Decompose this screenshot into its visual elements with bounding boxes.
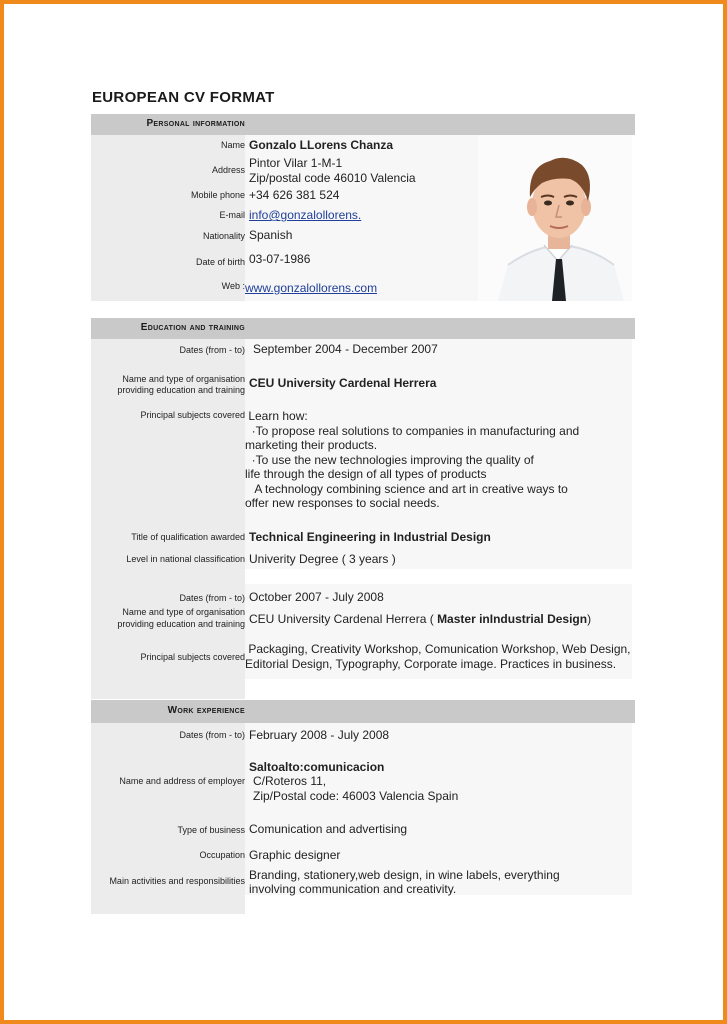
nationality-label: Nationality xyxy=(202,231,245,241)
work-occupation-label: Occupation xyxy=(199,850,245,860)
edu1-qualification-label: Title of qualification awarded xyxy=(131,532,245,542)
work-activities-line-1: Branding, stationery,web design, in wine labels, everything xyxy=(249,868,560,882)
edu1-subjects-line-1: Learn how: xyxy=(245,409,308,423)
edu1-level-value: Univerity Degree ( 3 years ) xyxy=(249,552,396,566)
edu1-subjects-label: Principal subjects covered xyxy=(140,410,245,420)
section-title-work: Work experience xyxy=(167,705,245,716)
edu1-org-label-2: providing education and training xyxy=(117,385,245,395)
section-bar-education xyxy=(91,318,635,339)
mobile-label: Mobile phone xyxy=(190,190,245,200)
edu2-dates-label: Dates (from - to) xyxy=(179,593,245,603)
edu1-subjects-line-7: offer new responses to social needs. xyxy=(245,496,440,510)
edu1-org-value: CEU University Cardenal Herrera xyxy=(249,376,437,390)
edu2-org-suffix: ) xyxy=(587,612,592,626)
address-label: Address xyxy=(211,165,245,175)
profile-photo xyxy=(478,135,632,301)
edu1-subjects-line-5: life through the design of all types of products xyxy=(245,467,487,481)
edu2-org-value xyxy=(249,612,591,626)
edu2-org-degree: Master inIndustrial Design xyxy=(437,612,588,626)
document-title: EUROPEAN CV FORMAT xyxy=(92,89,275,106)
email-link[interactable]: info@gonzalollorens. xyxy=(249,208,362,222)
dob-label: Date of birth xyxy=(195,257,245,267)
edu2-subjects-line-2: Editorial Design, Typography, Corporate image. Practices in business. xyxy=(245,657,617,671)
section-title-personal: Personal information xyxy=(146,118,245,129)
edu1-subjects-line-2: ·To propose real solutions to companies in manufacturing and xyxy=(245,424,580,438)
dob-value: 03-07-1986 xyxy=(249,252,311,266)
work-employer-name: Saltoalto:comunicacion xyxy=(249,760,385,774)
work-activities-label: Main activities and responsibilities xyxy=(109,876,245,886)
work-dates-value: February 2008 - July 2008 xyxy=(249,728,390,742)
edu2-org-label-1: Name and type of organisation xyxy=(122,607,245,617)
edu2-org-prefix: CEU University Cardenal Herrera ( xyxy=(249,612,438,626)
section-title-education: Education and training xyxy=(140,322,245,333)
address-line-2: Zip/postal code 46010 Valencia xyxy=(249,171,416,185)
work-occupation-value: Graphic designer xyxy=(249,848,341,862)
edu1-org-label-1: Name and type of organisation xyxy=(122,374,245,384)
edu2-org-label-2: providing education and training xyxy=(117,619,245,629)
work-employer-address-1: C/Roteros 11, xyxy=(253,774,327,788)
edu1-qualification-value: Technical Engineering in Industrial Design xyxy=(249,530,491,544)
edu1-dates-label: Dates (from - to) xyxy=(179,345,245,355)
nationality-value: Spanish xyxy=(249,228,293,242)
address-line-1: Pintor Vilar 1-M-1 xyxy=(249,156,343,170)
email-label: E-mail xyxy=(219,210,245,220)
work-employer-address-2: Zip/Postal code: 46003 Valencia Spain xyxy=(253,789,459,803)
edu1-subjects-line-4: ·To use the new technologies improving the quality of xyxy=(245,453,534,467)
edu2-subjects-line-1: Packaging, Creativity Workshop, Comunication Workshop, Web Design, xyxy=(245,642,631,656)
section-bar-work xyxy=(91,700,635,723)
section-bar-personal xyxy=(91,114,635,135)
name-value: Gonzalo LLorens Chanza xyxy=(249,138,394,152)
web-label: Web : xyxy=(221,281,245,291)
web-link[interactable]: www.gonzalollorens.com xyxy=(245,281,378,295)
mobile-value: +34 626 381 524 xyxy=(249,188,340,202)
edu1-level-label: Level in national classification xyxy=(126,554,245,564)
work-employer-label: Name and address of employer xyxy=(119,776,245,786)
work-business-label: Type of business xyxy=(177,825,245,835)
person-portrait-icon xyxy=(478,135,632,301)
edu1-dates-value: September 2004 - December 2007 xyxy=(253,342,438,356)
work-activities-line-2: involving communication and creativity. xyxy=(249,882,457,896)
edu2-dates-value: October 2007 - July 2008 xyxy=(249,590,384,604)
work-dates-label: Dates (from - to) xyxy=(179,730,245,740)
name-label: Name xyxy=(220,140,245,150)
work-business-value: Comunication and advertising xyxy=(249,822,408,836)
edu1-subjects-line-6: A technology combining science and art in creative ways to xyxy=(245,482,568,496)
edu1-subjects-line-3: marketing their products. xyxy=(245,438,378,452)
edu2-subjects-label: Principal subjects covered xyxy=(140,652,245,662)
